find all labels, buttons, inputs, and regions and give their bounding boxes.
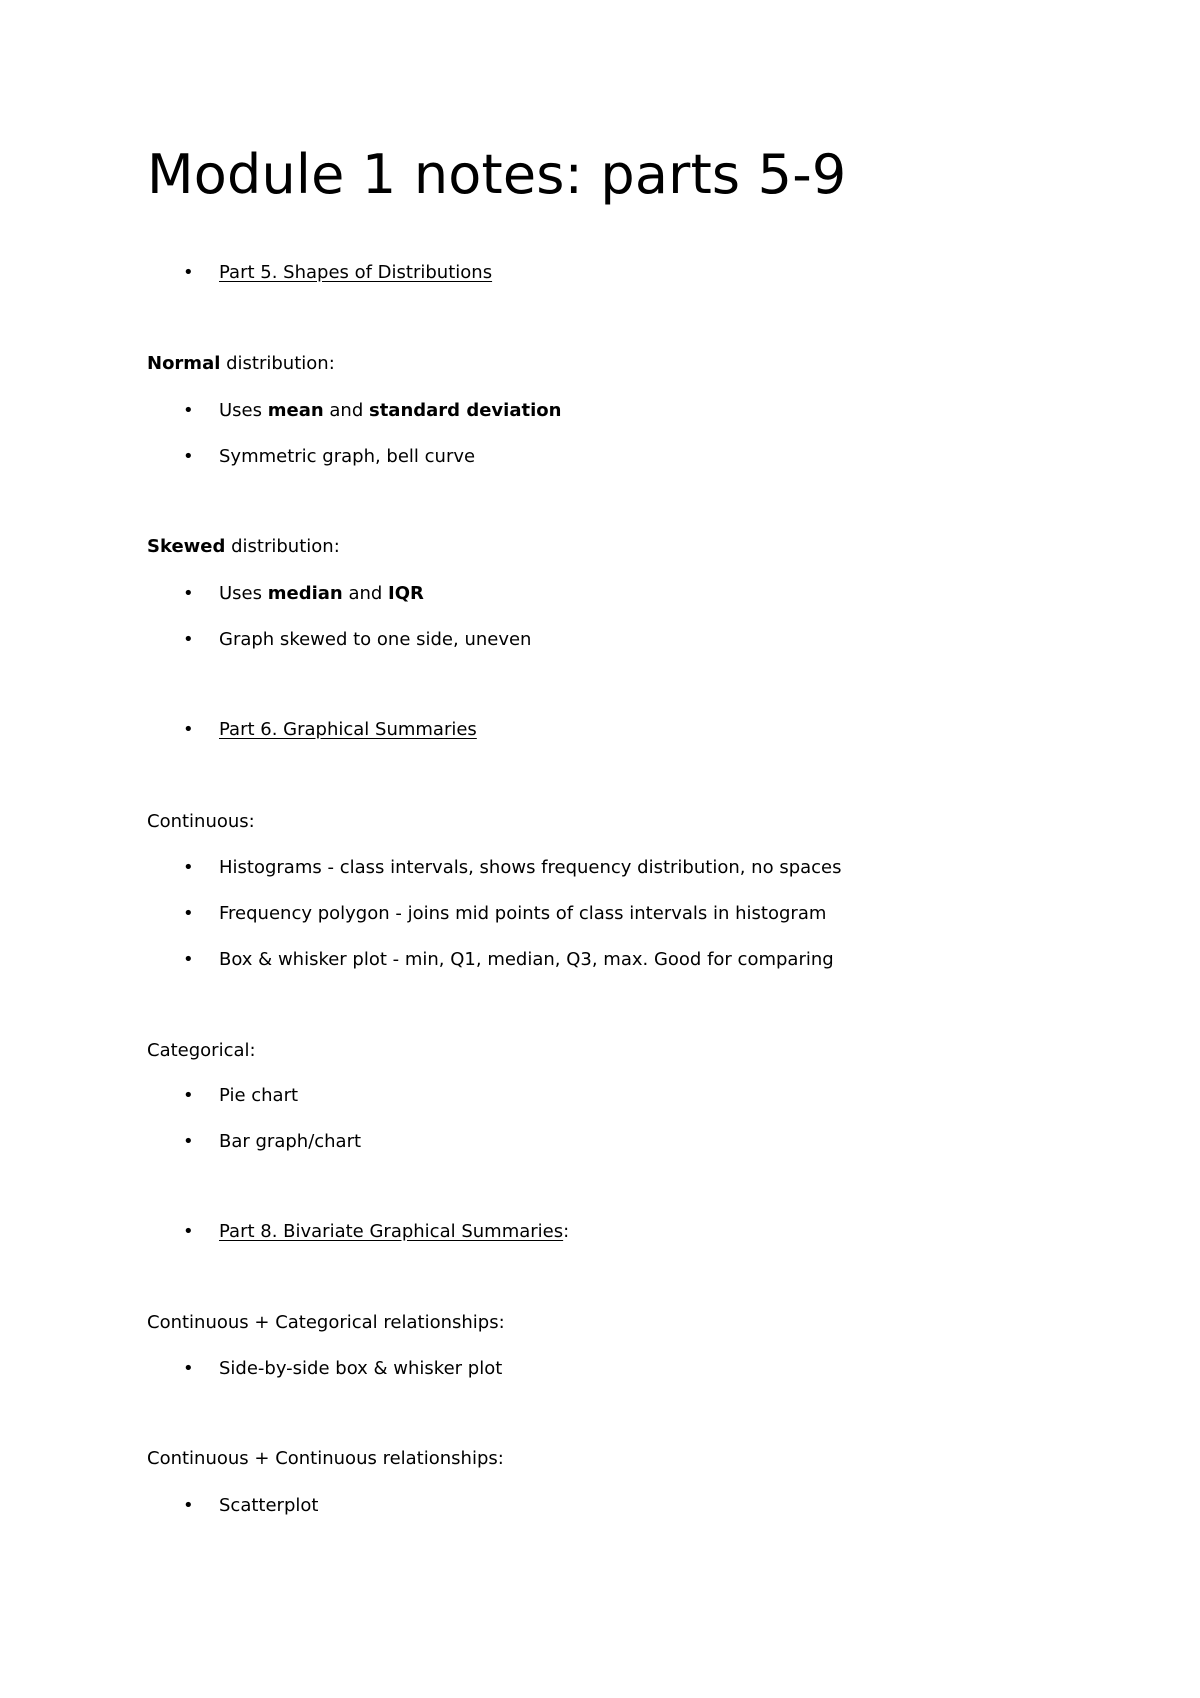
list-item-text: Histograms - class intervals, shows frequency distribution, no spaces	[219, 857, 842, 878]
bullet-icon: •	[183, 857, 194, 878]
bullet-icon: •	[183, 1131, 194, 1152]
normal-label	[147, 352, 335, 376]
list-item-text: Uses median and IQR	[219, 583, 424, 604]
bullet-icon: •	[183, 1085, 194, 1106]
bullet-icon: •	[183, 1358, 194, 1379]
page-title: Module 1 notes: parts 5-9	[147, 143, 847, 206]
list-item-text: Pie chart	[219, 1085, 299, 1106]
bullet-icon: •	[183, 1221, 194, 1242]
bullet-icon: •	[183, 903, 194, 924]
list-item-text: Side-by-side box & whisker plot	[219, 1358, 503, 1379]
skewed-label	[147, 535, 340, 559]
list-item-text: Scatterplot	[219, 1495, 319, 1516]
bullet-icon: •	[183, 719, 194, 740]
bullet-icon: •	[183, 446, 194, 467]
normal-label-bold: Normal	[147, 353, 221, 374]
cont-cat-label: Continuous + Categorical relationships:	[147, 1312, 505, 1333]
part5-heading: Part 5. Shapes of Distributions	[219, 262, 493, 283]
part6-heading: Part 6. Graphical Summaries	[219, 719, 477, 740]
list-item-text: Frequency polygon - joins mid points of class intervals in histogram	[219, 903, 827, 924]
list-item-text: Uses mean and standard deviation	[219, 400, 562, 421]
list-item-text: Symmetric graph, bell curve	[219, 446, 476, 467]
list-item-text: Bar graph/chart	[219, 1131, 362, 1152]
continuous-label: Continuous:	[147, 811, 255, 832]
normal-label-rest: distribution:	[220, 353, 335, 374]
bullet-icon: •	[183, 583, 194, 604]
categorical-label: Categorical:	[147, 1040, 256, 1061]
bullet-icon: •	[183, 262, 194, 283]
part8-heading: Part 8. Bivariate Graphical Summaries:	[219, 1221, 570, 1242]
bullet-icon: •	[183, 629, 194, 650]
list-item-text: Graph skewed to one side, uneven	[219, 629, 532, 650]
bullet-icon: •	[183, 400, 194, 421]
skewed-label-bold: Skewed	[147, 536, 226, 557]
skewed-label-rest: distribution:	[225, 536, 340, 557]
list-item-text: Box & whisker plot - min, Q1, median, Q3, max. Good for comparing	[219, 949, 834, 970]
bullet-icon: •	[183, 1495, 194, 1516]
bullet-icon: •	[183, 949, 194, 970]
cont-cont-label: Continuous + Continuous relationships:	[147, 1448, 504, 1469]
